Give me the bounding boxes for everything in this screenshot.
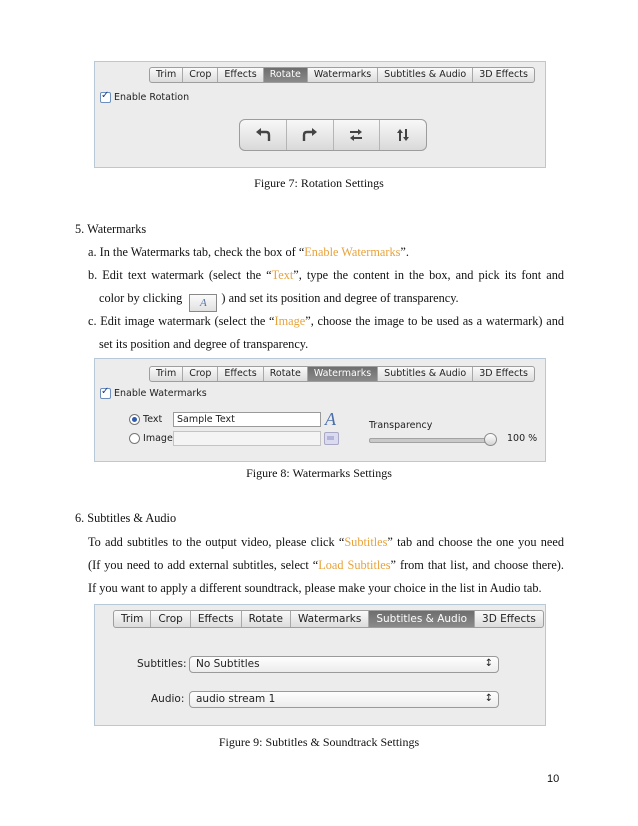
figure9-screenshot <box>94 604 546 726</box>
font-color-button-inline <box>189 294 217 312</box>
enable-watermarks-label: Enable Watermarks <box>114 388 207 399</box>
tab-watermarks[interactable]: Watermarks <box>291 611 369 627</box>
step-b-text: b. Edit text watermark (select the “ <box>88 268 272 282</box>
section6-heading: 6. Subtitles & Audio <box>75 511 177 525</box>
watermark-image-input[interactable] <box>173 431 321 446</box>
tab-watermarks[interactable]: Watermarks <box>308 68 378 82</box>
step-c-text-end: ”, choose the image to be used as a watermark) and <box>305 314 564 328</box>
image-highlight: Image <box>274 314 306 328</box>
section5-step-b-line1 <box>88 268 564 282</box>
font-button[interactable] <box>325 409 336 430</box>
image-radio-label: Image <box>143 433 173 444</box>
section5-heading: 5. Watermarks <box>75 222 147 236</box>
enable-watermarks-highlight: Enable Watermarks <box>304 245 401 259</box>
section6-para-line1 <box>88 535 564 549</box>
step-a-text: a. In the Watermarks tab, check the box of “ <box>88 245 305 259</box>
select-stepper-icon: ↕ <box>484 658 493 669</box>
figure8-screenshot <box>94 358 546 462</box>
watermark-text-value: Sample Text <box>177 414 235 425</box>
transparency-label: Transparency <box>369 420 433 431</box>
slider-track <box>369 438 495 443</box>
image-radio[interactable] <box>129 433 173 444</box>
section6-para-line3: If you want to apply a different soundtrack, please make your choice in the list in Audio tab. <box>88 581 542 595</box>
tab-crop[interactable]: Crop <box>183 68 218 82</box>
audio-select-value: audio stream 1 <box>196 693 276 705</box>
rotate-right-button[interactable] <box>287 120 334 150</box>
tab-trim[interactable]: Trim <box>150 367 183 381</box>
tab-subtitles-audio[interactable]: Subtitles & Audio <box>378 367 473 381</box>
flip-vertical-button[interactable] <box>380 120 426 150</box>
flip-horizontal-icon <box>348 128 364 142</box>
tab-watermarks[interactable]: Watermarks <box>308 367 378 381</box>
tab-trim[interactable]: Trim <box>114 611 151 627</box>
tab-subtitles-audio[interactable]: Subtitles & Audio <box>378 68 473 82</box>
tab-effects[interactable]: Effects <box>218 68 263 82</box>
audio-select[interactable] <box>189 691 499 708</box>
tab-crop[interactable]: Crop <box>151 611 191 627</box>
para2-end: ” from that list, and choose there). <box>390 558 564 572</box>
tab-crop[interactable]: Crop <box>183 367 218 381</box>
step-b-text-end: ”, type the content in the box, and pick its font and <box>293 268 564 282</box>
transparency-value: 100 % <box>507 433 538 444</box>
checkbox-checked-icon[interactable] <box>100 92 111 103</box>
tab-subtitles-audio[interactable]: Subtitles & Audio <box>369 611 475 627</box>
figure9-tabbar <box>113 610 544 628</box>
section5-step-a <box>88 245 409 259</box>
select-stepper-icon: ↕ <box>484 693 493 704</box>
para1-end: ” tab and choose the one you need <box>387 535 564 549</box>
enable-rotation-checkbox[interactable] <box>100 92 189 103</box>
enable-watermarks-checkbox[interactable] <box>100 388 207 399</box>
section5-step-c-line2: set its position and degree of transparency. <box>99 337 309 351</box>
subtitles-label: Subtitles: <box>137 658 187 670</box>
checkbox-checked-icon[interactable] <box>100 388 111 399</box>
text-highlight: Text <box>271 268 294 282</box>
step-a-end: ”. <box>400 245 409 259</box>
rotation-button-group <box>239 119 427 151</box>
rotate-left-button[interactable] <box>240 120 287 150</box>
font-a-icon: A <box>325 409 336 429</box>
text-radio[interactable] <box>129 414 162 425</box>
watermark-text-input[interactable] <box>173 412 321 427</box>
tab-3d-effects[interactable]: 3D Effects <box>479 69 528 80</box>
para2-text: (If you need to add external subtitles, select “ <box>88 558 319 572</box>
transparency-slider[interactable] <box>369 437 495 443</box>
section5-step-c-line1 <box>88 314 564 328</box>
figure7-tabbar <box>149 67 535 83</box>
flip-vertical-icon <box>395 128 411 142</box>
subtitles-select[interactable] <box>189 656 499 673</box>
font-a-icon: A <box>200 297 207 309</box>
figure8-tabbar <box>149 366 535 382</box>
rotate-left-icon <box>255 128 271 142</box>
page-number: 10 <box>547 773 560 785</box>
subtitles-select-value: No Subtitles <box>196 658 260 670</box>
section6-para-line2 <box>88 558 564 572</box>
tab-effects[interactable]: Effects <box>191 611 242 627</box>
rotate-right-icon <box>302 128 318 142</box>
step-c-text: c. Edit image watermark (select the “ <box>88 314 275 328</box>
radio-unselected-icon[interactable] <box>129 433 140 444</box>
step-b-line2-text: color by clicking <box>99 291 183 305</box>
tab-rotate[interactable]: Rotate <box>264 68 308 82</box>
figure7-screenshot <box>94 61 546 168</box>
tab-rotate[interactable]: Rotate <box>264 367 308 381</box>
figure9-caption: Figure 9: Subtitles & Soundtrack Settings <box>218 735 420 749</box>
image-folder-icon <box>327 436 334 440</box>
image-browse-button[interactable] <box>324 432 339 445</box>
figure8-caption: Figure 8: Watermarks Settings <box>246 466 392 480</box>
step-b-line2-end: ) and set its position and degree of transparency. <box>221 291 459 305</box>
tab-effects[interactable]: Effects <box>218 367 263 381</box>
text-radio-label: Text <box>143 414 163 425</box>
tab-3d-effects[interactable]: 3D Effects <box>479 368 528 379</box>
figure7-caption: Figure 7: Rotation Settings <box>254 176 384 190</box>
audio-label: Audio: <box>151 693 185 705</box>
subtitles-highlight: Subtitles <box>344 535 388 549</box>
section5-step-b-line2 <box>99 291 459 312</box>
tab-rotate[interactable]: Rotate <box>242 611 291 627</box>
flip-horizontal-button[interactable] <box>334 120 381 150</box>
slider-thumb[interactable] <box>484 433 497 446</box>
tab-3d-effects[interactable]: 3D Effects <box>482 613 536 625</box>
radio-selected-icon[interactable] <box>129 414 140 425</box>
para1-text: To add subtitles to the output video, please click “ <box>88 535 345 549</box>
load-subtitles-highlight: Load Subtitles <box>318 558 391 572</box>
tab-trim[interactable]: Trim <box>150 68 183 82</box>
enable-rotation-label: Enable Rotation <box>114 92 190 103</box>
